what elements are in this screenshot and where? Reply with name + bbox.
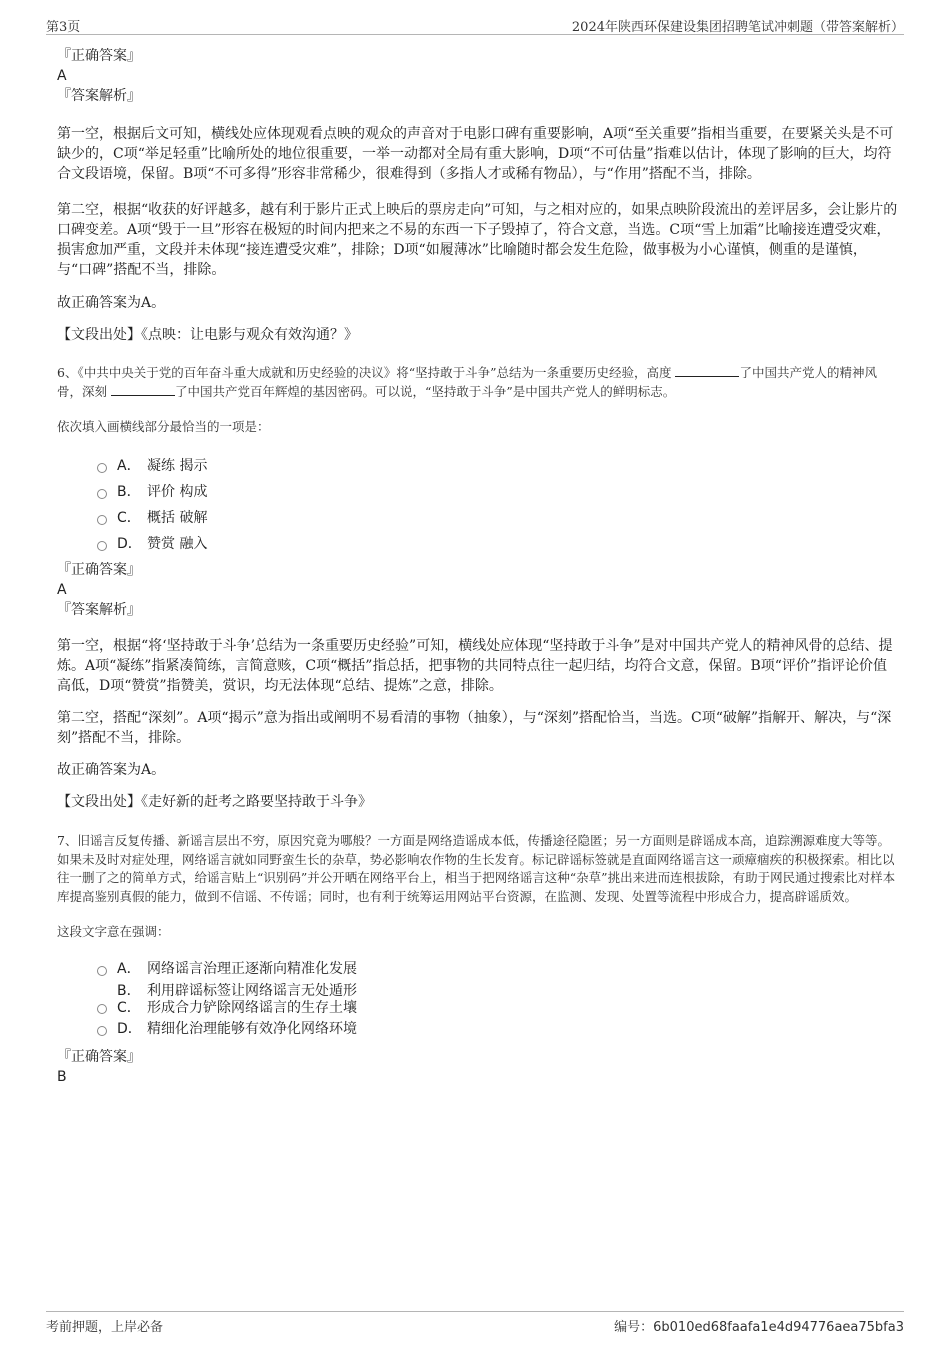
fill-blank: [111, 383, 175, 396]
radio-icon[interactable]: [97, 1026, 107, 1036]
analysis-paragraph: 第一空，根据后文可知，横线处应体现观看点映的观众的声音对于电影口碑有重要影响，A项“至关重要”指相当重要，在要紧关头是不可缺少的，C项“举足轻重”比喻所处的地位很重要，一举一动都对全局有重大影响，D项“不可估量”指难以估计，体现了影响的巨大，均符合文段语境，保留。B项“不可多得”形容非常稀少，很难得到（多指人才或稀有物品），与“作用”搭配不当，排除。: [57, 126, 894, 182]
option-list: [97, 955, 898, 1041]
conclusion: 故正确答案为A。: [57, 762, 166, 778]
question-text: 7、旧谣言反复传播、新谣言层出不穷，原因究竟为哪般？一方面是网络造谣成本低，传播途径隐匿；另一方面则是辟谣成本高，追踪溯源难度大等等。如果未及时对症处理，网络谣言就如同野蛮生长的杂草，势必影响农作物的生长发育。标记辟谣标签就是直面网络谣言这一顽瘴痼疾的积极探索。相比以往一删了之的简单方式，给谣言贴上“识别码”并公开晒在网络平台上，相当于把网络谣言这种“杂草”挑出来进而连根拔除，有助于网民通过搜索比对样本库提高鉴别真假的能力，做到不信谣、不传谣；同时，也有利于统筹运用网站平台资源，在监测、发现、处置等流程中形成合力，提高辟谣质效。: [57, 833, 896, 904]
option-a[interactable]: A． 凝练 揭示: [97, 452, 898, 478]
footer-slogan: 考前押题，上岸必备: [46, 1320, 164, 1335]
analysis-label: 『答案解析』: [57, 88, 141, 104]
document-title: 2024年陕西环保建设集团招聘笔试冲刺题（带答案解析）: [571, 20, 904, 35]
radio-icon[interactable]: [97, 1004, 107, 1014]
analysis-paragraph: 第二空，搭配“深刻”。A项“揭示”意为指出或阐明不易看清的事物（抽象），与“深刻”搭配恰当，当选。C项“破解”指解开、解决，与“深刻”搭配不当，排除。: [57, 710, 892, 746]
answer-value: A: [57, 68, 67, 84]
answer-value: A: [57, 582, 67, 598]
answer-label: 『正确答案』: [57, 48, 141, 64]
page-header: [46, 14, 904, 35]
page-footer: [46, 1311, 904, 1336]
source-citation: 【文段出处】《点映：让电影与观众有效沟通？》: [57, 327, 358, 343]
q5-answer-block: [57, 46, 898, 345]
page-content: [57, 46, 898, 1087]
question-7: [57, 832, 898, 1087]
answer-label: 『正确答案』: [57, 1049, 141, 1065]
page-number: 第3页: [46, 20, 81, 35]
radio-icon[interactable]: [97, 541, 107, 551]
question-prompt: 这段文字意在强调：: [57, 924, 170, 939]
analysis-paragraph: 第一空，根据“将‘坚持敢于斗争’总结为一条重要历史经验”可知，横线处应体现“坚持敢于斗争”是对中国共产党人的精神风骨的总结、提炼。A项“凝练”指紧凑简练，言简意赅，C项“概括”指总括，把事物的共同特点往一起归结，均符合文意，保留。B项“评价”指评论价值高低，D项“赞赏”指赞美，赏识，均无法体现“总结、提炼”之意，排除。: [57, 638, 893, 694]
option-d[interactable]: D． 赞赏 融入: [97, 530, 898, 556]
answer-value: B: [57, 1069, 67, 1085]
option-b[interactable]: B． 利用辟谣标签让网络谣言无处遁形: [117, 982, 357, 999]
radio-icon[interactable]: [97, 515, 107, 525]
question-text: 6、《中共中央关于党的百年奋斗重大成就和历史经验的决议》将“坚持敢于斗争”总结为一条重要历史经验，高度 了中国共产党人的精神风骨，深刻 了中国共产党百年辉煌的基因密码。可以说，“坚持敢于斗争”是中国共产党人的鲜明标志。: [57, 365, 877, 399]
question-6: [57, 364, 898, 812]
radio-icon[interactable]: [97, 966, 107, 976]
option-b[interactable]: B． 评价 构成: [97, 478, 898, 504]
option-c[interactable]: C． 概括 破解: [97, 504, 898, 530]
analysis-paragraph: 第二空，根据“收获的好评越多，越有利于影片正式上映后的票房走向”可知，与之相对应的，如果点映阶段流出的差评居多，会让影片的口碑变差。A项“毁于一旦”形容在极短的时间内把来之不易的东西一下子毁掉了，符合文意，当选。C项“雪上加霜”比喻接连遭受灾难，损害愈加严重，文段并未体现“接连遭受灾难”，排除；D项“如履薄冰”比喻随时都会发生危险，做事极为小心谨慎，侧重的是谨慎，与“口碑”搭配不当，排除。: [57, 202, 898, 278]
conclusion: 故正确答案为A。: [57, 295, 166, 311]
radio-icon[interactable]: [97, 489, 107, 499]
fill-blank: [675, 364, 739, 377]
question-prompt: 依次填入画横线部分最恰当的一项是：: [57, 419, 270, 434]
option-a[interactable]: A． 网络谣言治理正逐渐向精准化发展: [97, 955, 898, 981]
answer-label: 『正确答案』: [57, 562, 141, 578]
analysis-label: 『答案解析』: [57, 602, 141, 618]
document-id: 编号：6b010ed68faafa1e4d94776aea75bfa3: [614, 1320, 904, 1335]
source-citation: 【文段出处】《走好新的赶考之路要坚持敢于斗争》: [57, 794, 372, 810]
option-c[interactable]: C． 形成合力铲除网络谣言的生存土壤: [97, 998, 898, 1015]
radio-icon[interactable]: [97, 463, 107, 473]
option-d[interactable]: D． 精细化治理能够有效净化网络环境: [97, 1015, 898, 1041]
option-list: [97, 452, 898, 556]
